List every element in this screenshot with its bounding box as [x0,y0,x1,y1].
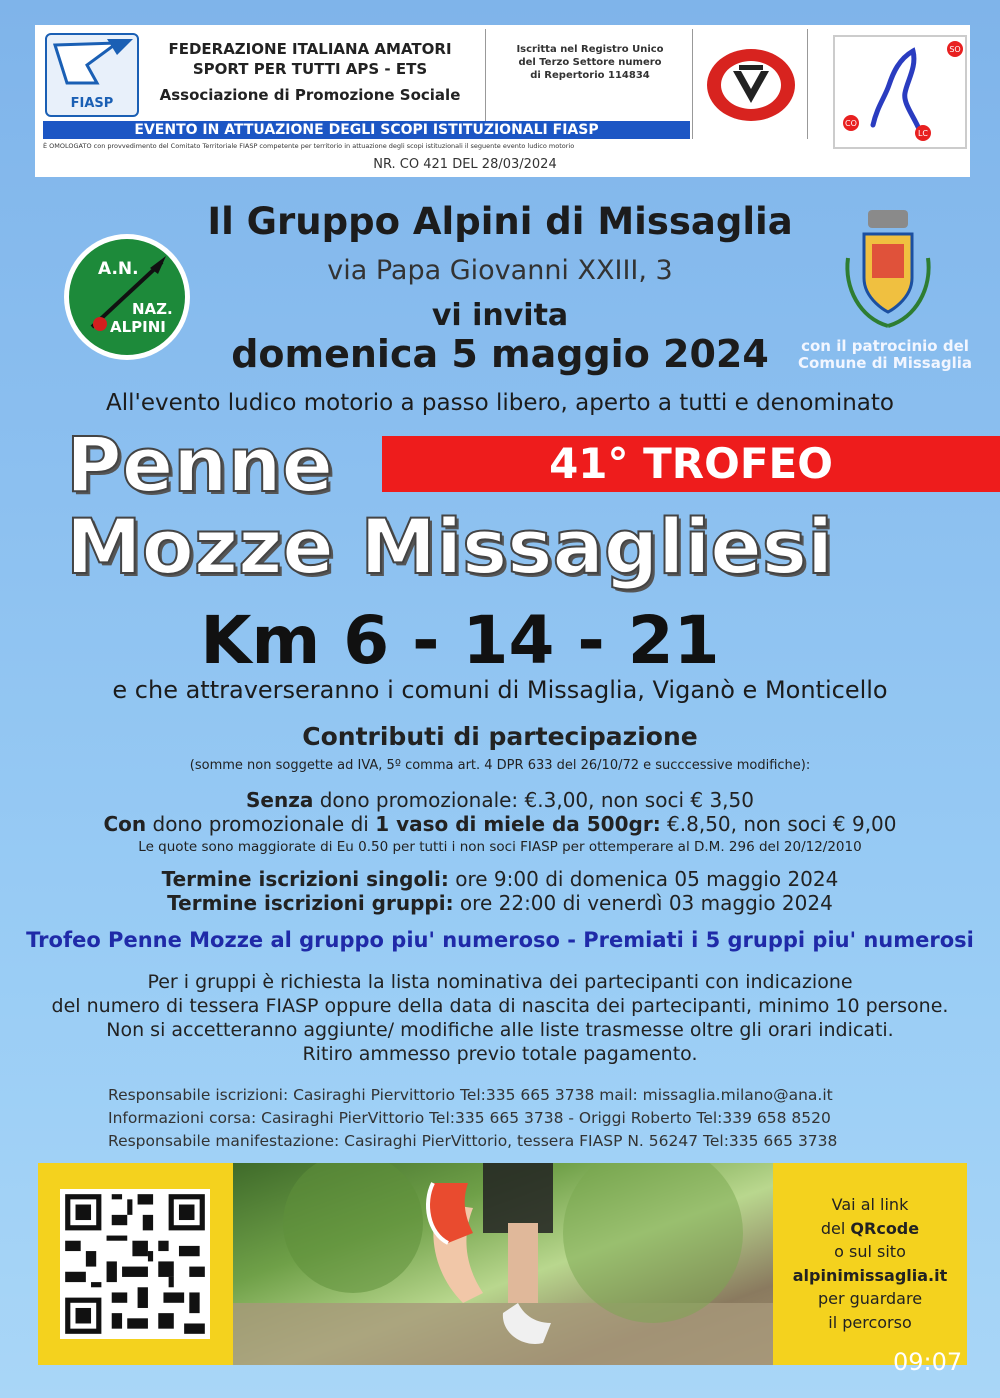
lake-map-icon [835,37,965,147]
event-description: All'evento ludico motorio a passo libero, aperto a tutti e denominato [106,390,894,416]
group-rules-line3: Non si accetteranno aggiunte/ modifiche alle liste trasmesse oltre gli orari indicati. [106,1019,894,1041]
istituzionali-band: EVENTO IN ATTUAZIONE DEGLI SCOPI ISTITUZIONALI FIASP [43,121,690,139]
fiasp-swoosh-icon [47,35,137,95]
patrocinio-line1: con il patrocinio del [801,337,969,355]
contact-line3: Responsabile manifestazione: Casiraghi PierVittorio, tessera FIASP N. 56247 Tel:335 665 3738 [108,1132,838,1150]
deadline-singles-label: Termine iscrizioni singoli: [161,867,449,891]
organizer-address: via Papa Giovanni XXIII, 3 [327,255,673,286]
fee-without-gift-label: Senza [246,788,314,812]
group-rules [30,970,970,1066]
runner-photo [233,1163,773,1365]
deadline-groups-label: Termine iscrizioni gruppi: [167,891,454,915]
premi-text: Trofeo Penne Mozze al gruppo piu' numeroso - Premiati i 5 gruppi piu' numerosi [26,928,974,952]
qr-code-icon[interactable] [60,1189,210,1339]
group-rules-line1: Per i gruppi è richiesta la lista nominativa dei partecipanti con indicazione [147,971,853,993]
link-panel [773,1163,967,1365]
link-line2-text: del [820,1218,851,1238]
registry-line1: Iscritta nel Registro Unico [516,44,664,55]
qr-panel [38,1163,233,1365]
deadline-singles [60,867,940,891]
comune-coat-of-arms [840,208,935,333]
map-label-so: SO [949,45,961,54]
contributi-note: (somme non soggette ad IVA, 5º comma art. 4 DPR 633 del 26/10/72 e succcessive modifiche): [189,758,811,773]
map-label-lc: LC [917,129,929,138]
invites-text: vi invita [431,298,569,333]
event-title-line2: Mozze Missagliesi [66,502,834,591]
link-line1: Vai al link [831,1195,909,1214]
patrocinio-line2: Comune di Missaglia [798,354,972,372]
bottom-banner [38,1163,967,1365]
divider [692,29,693,139]
deadline-groups [60,891,940,915]
comuni-text: e che attraverseranno i comuni di Missaglia, Viganò e Monticello [112,676,888,704]
deadline-groups-value: ore 22:00 di venerdì 03 maggio 2024 [453,891,833,915]
federation-text [140,39,480,105]
omologato-text: È OMOLOGATO con provvedimento del Comitato Territoriale FIASP competente per territorio in attuazione degli scopi istituzionali il seguente evento ludico motorio [43,142,575,150]
runner-image [233,1163,773,1365]
quote-note: Le quote sono maggiorate di Eu 0.50 per tutti i non soci FIASP per ottemperare al D.M. 296 del 20/12/2010 [138,839,862,855]
federation-line1: FEDERAZIONE ITALIANA AMATORI [168,40,452,58]
patrocinio-text [790,338,980,372]
ana-logo-text-2: NAZ. [132,300,173,318]
fee-without-gift-value: dono promozionale: €.3,00, non soci € 3,50 [313,788,754,812]
fiasp-logo [45,33,139,117]
contacts [108,1084,968,1153]
fee-with-gift-value: €.8,50, non soci € 9,00 [660,812,897,836]
link-line6: il percorso [828,1312,912,1332]
registry-line2: del Terzo Settore numero [518,57,662,68]
ana-logo-text-3: ALPINI [110,318,166,336]
federation-line2: SPORT PER TUTTI APS - ETS [192,60,428,78]
fiasp-logo-label: FIASP [70,96,114,111]
deadline-singles-value: ore 9:00 di domenica 05 maggio 2024 [448,867,839,891]
organizer-title: Il Gruppo Alpini di Missaglia [207,200,793,243]
ana-logo-text-1: A.N. [98,259,139,279]
fiasp-header [35,25,970,177]
link-line3: o sul sito [834,1242,906,1261]
event-date: domenica 5 maggio 2024 [231,332,769,376]
fee-with-gift [60,812,940,836]
event-title-line1: Penne [66,420,334,509]
divider [807,29,808,139]
registry-line3: di Repertorio 114834 [530,70,650,81]
fee-with-gift-text: dono promozionale di [146,812,376,836]
contact-line2: Informazioni corsa: Casiraghi PierVittorio Tel:335 665 3738 - Origgi Roberto Tel:339 658 8520 [108,1109,831,1127]
route-map [833,35,967,149]
group-rules-line2: del numero di tessera FIASP oppure della data di nascita dei partecipanti, minimo 10 persone. [51,995,949,1017]
link-qrcode-label: QRcode [850,1218,920,1238]
federation-line3: Associazione di Promozione Sociale [159,86,461,104]
registry-text [490,43,690,82]
trofeo-banner: 41° TROFEO [382,436,1000,492]
fee-without-gift [60,788,940,812]
contributi-title: Contributi di partecipazione [302,722,698,751]
group-rules-line4: Ritiro ammesso previo totale pagamento. [302,1043,698,1065]
link-line5: per guardare [817,1289,923,1308]
website-link[interactable]: alpinimissaglia.it [792,1265,948,1285]
distances: Km 6 - 14 - 21 [200,602,720,679]
omologazione-number: NR. CO 421 DEL 28/03/2024 [373,157,557,172]
map-label-co: CO [845,119,857,128]
contact-line1: Responsabile iscrizioni: Casiraghi Piervittorio Tel:335 665 3738 mail: missaglia.milano@ana.it [108,1086,833,1104]
ivv-emblem-icon [705,45,797,125]
status-clock: 09:07 [893,1348,963,1376]
fee-with-gift-label: Con [103,812,147,836]
fee-with-gift-item: 1 vaso di miele da 500gr: [375,812,661,836]
